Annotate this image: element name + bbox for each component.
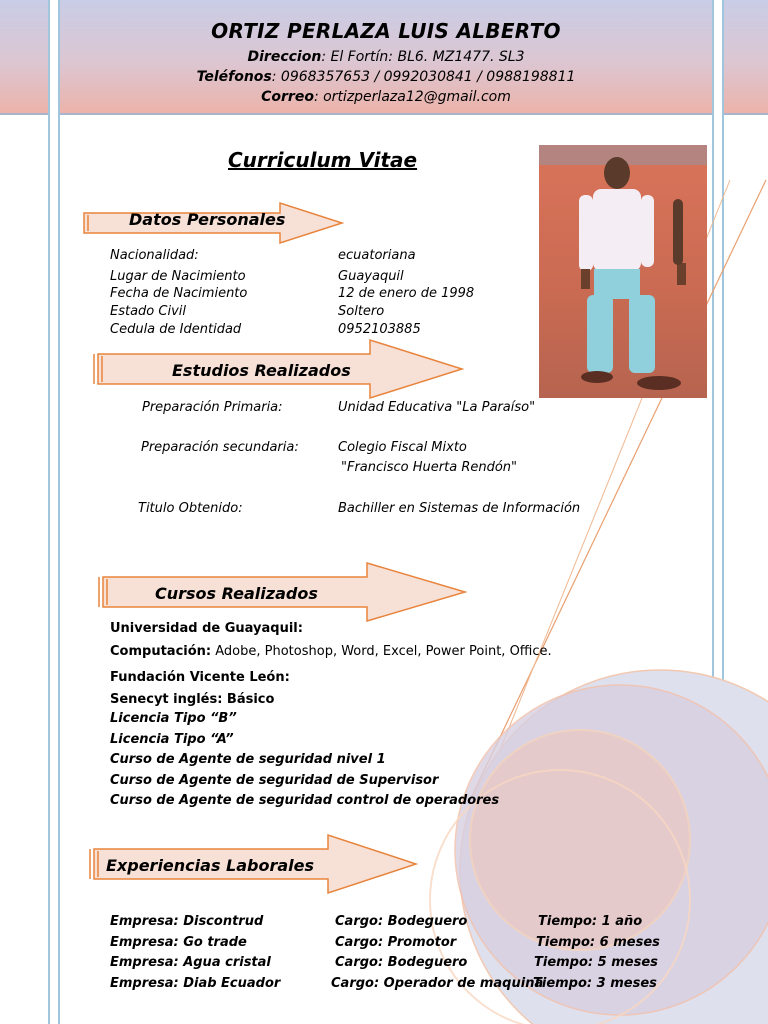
section-title-studies: Estudios Realizados: [172, 361, 351, 380]
studies-label: Preparación Primaria:: [142, 400, 283, 415]
course-item: Licencia Tipo “A”: [110, 732, 234, 747]
experience-company: Empresa: Go trade: [110, 935, 247, 950]
experience-role: Cargo: Promotor: [335, 935, 457, 950]
experience-company: Empresa: Discontrud: [110, 914, 264, 929]
course-heading: Universidad de Guayaquil:: [110, 621, 303, 636]
personal-label: Cedula de Identidad: [110, 322, 242, 337]
course-item: Curso de Agente de seguridad control de operadores: [110, 793, 500, 808]
experience-role: Cargo: Bodeguero: [335, 955, 468, 970]
section-title-courses: Cursos Realizados: [155, 584, 318, 603]
personal-label: Nacionalidad:: [110, 248, 199, 263]
course-item: Curso de Agente de seguridad nivel 1: [110, 752, 386, 767]
document-title: Curriculum Vitae: [228, 148, 418, 172]
personal-label: Fecha de Nacimiento: [110, 286, 248, 301]
personal-value: ecuatoriana: [338, 248, 416, 263]
profile-photo: [539, 145, 707, 398]
personal-value: Guayaquil: [338, 269, 404, 284]
studies-value: Bachiller en Sistemas de Información: [338, 501, 581, 516]
person-name: ORTIZ PERLAZA LUIS ALBERTO: [211, 19, 561, 43]
personal-label: Lugar de Nacimiento: [110, 269, 246, 284]
studies-value: "Francisco Huerta Rendón": [341, 460, 518, 475]
course-computacion: Computación: Adobe, Photoshop, Word, Excel, Power Point, Office.: [110, 644, 552, 659]
course-item: Curso de Agente de seguridad de Supervisor: [110, 773, 439, 788]
section-title-personal: Datos Personales: [129, 210, 286, 229]
phones-line: Teléfonos: 0968357653 / 0992030841 / 0988198811: [196, 69, 576, 85]
address-line: Direccion: El Fortín: BL6. MZ1477. SL3: [247, 49, 525, 65]
studies-label: Titulo Obtenido:: [138, 501, 243, 516]
personal-value: Soltero: [338, 304, 385, 319]
personal-value: 12 de enero de 1998: [338, 286, 475, 301]
experience-company: Empresa: Diab Ecuador: [110, 976, 281, 991]
course-item: Licencia Tipo “B”: [110, 711, 237, 726]
experience-time: Tiempo: 3 meses: [533, 976, 657, 991]
experience-time: Tiempo: 5 meses: [534, 955, 658, 970]
contact-header: [60, 18, 712, 107]
studies-value: Unidad Educativa "La Paraíso": [338, 400, 536, 415]
personal-value: 0952103885: [338, 322, 421, 337]
studies-label: Preparación secundaria:: [141, 440, 299, 455]
experience-role: Cargo: Bodeguero: [335, 914, 468, 929]
experience-time: Tiempo: 6 meses: [536, 935, 660, 950]
email-line: Correo: ortizperlaza12@gmail.com: [261, 89, 511, 105]
experience-company: Empresa: Agua cristal: [110, 955, 271, 970]
experience-role: Cargo: Operador de maquina: [331, 976, 544, 991]
course-heading: Fundación Vicente León:: [110, 670, 290, 685]
experience-time: Tiempo: 1 año: [538, 914, 643, 929]
section-title-experience: Experiencias Laborales: [106, 856, 315, 875]
studies-value: Colegio Fiscal Mixto: [338, 440, 467, 455]
personal-label: Estado Civil: [110, 304, 186, 319]
person-figure-icon: [539, 145, 707, 398]
course-item: Senecyt inglés: Básico: [110, 692, 275, 707]
